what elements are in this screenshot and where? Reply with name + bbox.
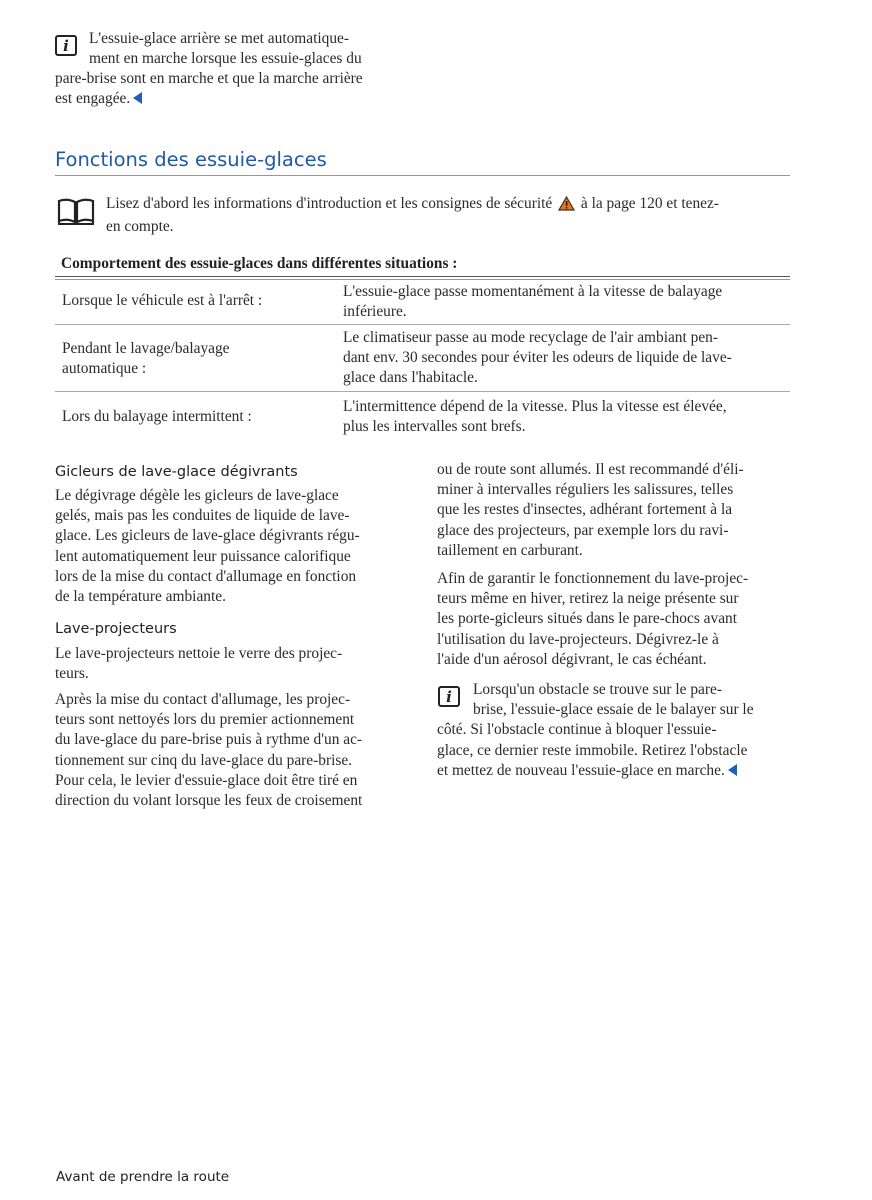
table-cell-situation: Lorsque le véhicule est à l'arrêt : — [62, 292, 263, 309]
text-line: teurs sont nettoyés lors du premier actionnement — [55, 711, 355, 729]
warning-triangle-icon — [558, 196, 575, 217]
table-cell-line: L'intermittence dépend de la vitesse. Plus la vitesse est élevée, — [343, 398, 727, 415]
text-line: taillement en carburant. — [437, 541, 583, 559]
text-line: miner à intervalles réguliers les salissures, telles — [437, 481, 734, 499]
table-cell-behaviour — [343, 328, 788, 389]
text-line: tionnement sur cinq du lave-glace du pare-brise. — [55, 751, 353, 769]
text-line: Lorsqu'un obstacle se trouve sur le pare- — [473, 681, 722, 698]
table-cell-line: L'essuie-glace passe momentanément à la vitesse de balayage — [343, 283, 723, 300]
text-line: l'utilisation du lave-projecteurs. Dégivrez-le à — [437, 630, 719, 648]
text-line: côté. Si l'obstacle continue à bloquer l'essuie- — [437, 721, 717, 739]
paragraph-winter — [437, 569, 797, 670]
subheading-headlight-washers: Lave-projecteurs — [55, 621, 177, 637]
text-line-last — [437, 761, 797, 781]
text-line: Le dégivrage dégèle les gicleurs de lave-glace — [55, 487, 339, 504]
paragraph-headlight-washer-operation — [55, 690, 415, 811]
text-line: direction du volant lorsque les feux de croisement — [55, 792, 363, 810]
text-line: l'aide d'un aérosol dégivrant, le cas échéant. — [437, 650, 707, 668]
section-end-icon — [728, 764, 737, 776]
info-note-obstacle — [437, 680, 797, 781]
intro-text-part: à la page 120 et tenez- — [580, 195, 719, 212]
text-line: Le lave-projecteurs nettoie le verre des projec- — [55, 645, 343, 662]
text-line: Afin de garantir le fonctionnement du lave-projec- — [437, 570, 749, 587]
text-line: glace. Les gicleurs de lave-glace dégivrants régu- — [55, 527, 360, 545]
table-row-divider — [55, 324, 790, 325]
table-cell-line: automatique : — [62, 360, 147, 378]
info-icon — [438, 686, 460, 707]
table-cell-line: dant env. 30 secondes pour éviter les odeurs de liquide de lave- — [343, 349, 732, 367]
intro-text-part: en compte. — [106, 218, 174, 236]
table-top-rule — [55, 276, 790, 277]
table-cell-line: inférieure. — [343, 303, 407, 321]
section-title: Fonctions des essuie-glaces — [55, 148, 327, 171]
paragraph-defrost — [55, 486, 415, 607]
text-line: lent automatiquement leur puissance calorifique — [55, 547, 351, 565]
note-line: ment en marche lorsque les essuie-glaces du — [89, 50, 362, 67]
text-line: les porte-gicleurs situés dans le pare-chocs avant — [437, 610, 738, 628]
table-cell-behaviour — [343, 282, 788, 322]
text-line: glace des projecteurs, par exemple lors du ravi- — [437, 521, 729, 539]
text-line: glace, ce dernier reste immobile. Retirez l'obstacle — [437, 741, 748, 759]
text-line: de la température ambiante. — [55, 588, 226, 606]
subheading-defrost-nozzles: Gicleurs de lave-glace dégivrants — [55, 464, 298, 480]
svg-text:i: i — [63, 37, 69, 54]
book-icon — [57, 196, 95, 231]
text-line: gelés, mais pas les conduites de liquide de lave- — [55, 507, 350, 525]
text-line: teurs même en hiver, retirez la neige présente sur — [437, 590, 739, 608]
text-line: Pour cela, le levier d'essuie-glace doit être tiré en — [55, 771, 358, 789]
text-line: que les restes d'insectes, adhérant fortement à la — [437, 501, 733, 519]
text-line: du lave-glace du pare-brise puis à rythme d'un ac- — [55, 731, 363, 749]
table-cell-behaviour — [343, 397, 788, 437]
note-line: pare-brise sont en marche et que la marche arrière — [55, 70, 363, 87]
section-divider — [55, 175, 790, 176]
text-line: lors de la mise du contact d'allumage en fonction — [55, 567, 357, 585]
note-line: L'essuie-glace arrière se met automatique- — [89, 30, 350, 47]
table-cell-line: Le climatiseur passe au mode recyclage de l'air ambiant pen- — [343, 329, 718, 346]
table-top-rule — [55, 279, 790, 280]
text-line: ou de route sont allumés. Il est recommandé d'éli- — [437, 461, 744, 478]
table-row-divider — [55, 391, 790, 392]
text-line: brise, l'essuie-glace essaie de le balayer sur le — [473, 701, 754, 719]
table-cell-line: Pendant le lavage/balayage — [62, 340, 230, 357]
text-line: teurs. — [55, 665, 89, 683]
svg-text:i: i — [446, 688, 452, 705]
table-caption: Comportement des essuie-glaces dans différentes situations : — [61, 255, 458, 272]
note-text: et mettez de nouveau l'essuie-glace en marche. — [437, 761, 725, 779]
table-cell-situation — [62, 339, 322, 379]
note-line-last — [55, 89, 142, 109]
page-footer: Avant de prendre la route — [56, 1169, 230, 1185]
intro-text-part: Lisez d'abord les informations d'introduction et les consignes de sécurité — [106, 195, 553, 212]
text-line: Après la mise du contact d'allumage, les projec- — [55, 691, 351, 708]
intro-text — [106, 194, 796, 237]
paragraph-continued — [437, 460, 797, 561]
table-cell-situation: Lors du balayage intermittent : — [62, 408, 252, 425]
section-end-icon — [133, 92, 142, 104]
table-cell-line: glace dans l'habitacle. — [343, 369, 478, 387]
info-icon — [55, 35, 77, 56]
paragraph-headlight-washer — [55, 644, 415, 684]
note-text: est engagée. — [55, 90, 131, 107]
table-cell-line: plus les intervalles sont brefs. — [343, 418, 526, 436]
